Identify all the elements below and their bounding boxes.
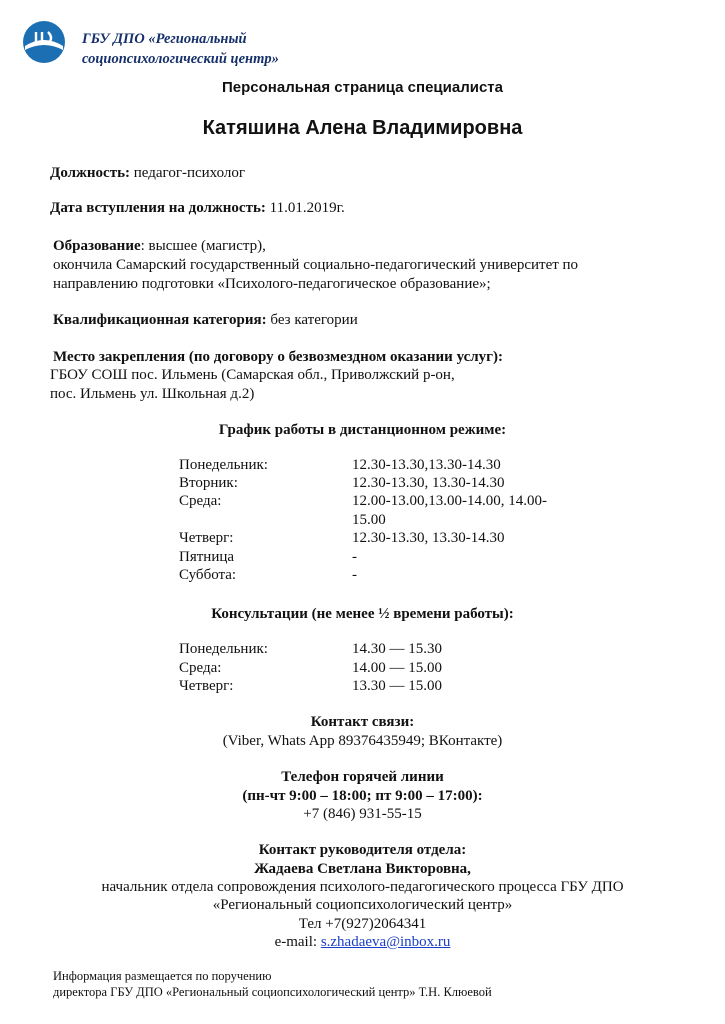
- consultation-day: Среда:: [179, 660, 222, 676]
- contact-value: (Viber, Whats App 89376435949; ВКонтакте): [222, 733, 503, 749]
- start-date-value: 11.01.2019г.: [269, 200, 345, 216]
- start-date-row: [50, 198, 345, 218]
- organization-name-line2: социопсихологический центр»: [82, 51, 279, 67]
- education-row: [53, 236, 266, 256]
- hotline-hours: (пн-чт 9:00 – 18:00; пт 9:00 – 17:00):: [242, 788, 483, 804]
- schedule-time: -: [352, 549, 357, 565]
- qualification-value: без категории: [270, 312, 358, 328]
- email-link[interactable]: s.zhadaeva@inbox.ru: [320, 934, 451, 950]
- schedule-time: 12.00-13.00,13.00-14.00, 14.00-: [352, 493, 547, 509]
- education-value: : высшее (магистр),: [140, 238, 266, 254]
- education-line3: направлению подготовки «Психолого-педагогическое образование»;: [53, 276, 491, 292]
- schedule-day: Понедельник:: [179, 457, 268, 473]
- email-label: e-mail:: [274, 934, 321, 950]
- consultations-title: Консультации (не менее ½ времени работы):: [211, 606, 514, 622]
- consultation-day: Понедельник:: [179, 641, 268, 657]
- schedule-time: 12.30-13.30, 13.30-14.30: [352, 530, 505, 546]
- schedule-day: Вторник:: [179, 475, 238, 491]
- schedule-day: Четверг:: [179, 530, 234, 546]
- education-label: Образование: [53, 238, 141, 254]
- person-name: Катяшина Алена Владимировна: [202, 117, 523, 139]
- hotline-title: Телефон горячей линии: [281, 769, 444, 785]
- schedule-time: 12.30-13.30,13.30-14.30: [352, 457, 501, 473]
- head-contact-role-line1: начальник отдела сопровождения психолого-педагогического процесса ГБУ ДПО: [101, 879, 624, 895]
- head-contact-email-row: [0, 932, 725, 952]
- schedule-time: 12.30-13.30, 13.30-14.30: [352, 475, 505, 491]
- consultation-time: 14.00 — 15.00: [352, 660, 442, 676]
- organization-logo-icon: [22, 20, 66, 64]
- schedule-time: -: [352, 567, 357, 583]
- contact-title: Контакт связи:: [310, 714, 415, 730]
- schedule-title: График работы в дистанционном режиме:: [218, 422, 507, 438]
- start-date-label: Дата вступления на должность:: [50, 200, 266, 216]
- schedule-day: Пятница: [179, 549, 235, 565]
- organization-name: [82, 29, 279, 69]
- consultation-time: 13.30 — 15.00: [352, 678, 442, 694]
- schedule-day: Суббота:: [179, 567, 237, 583]
- head-contact-name: Жадаева Светлана Викторовна,: [254, 861, 471, 877]
- position-value: педагог-психолог: [133, 165, 246, 181]
- schedule-day: Среда:: [179, 493, 222, 509]
- footer-line1: Информация размещается по поручению: [53, 969, 272, 983]
- footer-line2: директора ГБУ ДПО «Региональный социопсихологический центр» Т.Н. Клюевой: [53, 985, 492, 999]
- qualification-row: [53, 310, 358, 330]
- head-contact-title: Контакт руководителя отдела:: [258, 842, 467, 858]
- organization-name-line1: ГБУ ДПО «Региональный: [82, 31, 247, 47]
- consultation-day: Четверг:: [179, 678, 234, 694]
- consultation-time: 14.30 — 15.30: [352, 641, 442, 657]
- education-line2: окончила Самарский государственный социально-педагогический университет по: [53, 257, 579, 273]
- position-label: Должность:: [50, 165, 131, 181]
- hotline-phone: +7 (846) 931-55-15: [303, 806, 422, 822]
- head-contact-role-line2: «Региональный социопсихологический центр»: [212, 897, 513, 913]
- qualification-label: Квалификационная категория:: [53, 312, 267, 328]
- page-heading: Персональная страница специалиста: [222, 79, 503, 96]
- placement-line3: пос. Ильмень ул. Школьная д.2): [50, 386, 255, 402]
- schedule-time-continued: 15.00: [352, 512, 386, 528]
- head-contact-phone: Тел +7(927)2064341: [298, 916, 427, 932]
- placement-label: Место закрепления (по договору о безвозмездном оказании услуг):: [53, 349, 503, 365]
- placement-line2: ГБОУ СОШ пос. Ильмень (Самарская обл., Приволжский р-он,: [50, 367, 455, 383]
- position-row: [50, 163, 245, 183]
